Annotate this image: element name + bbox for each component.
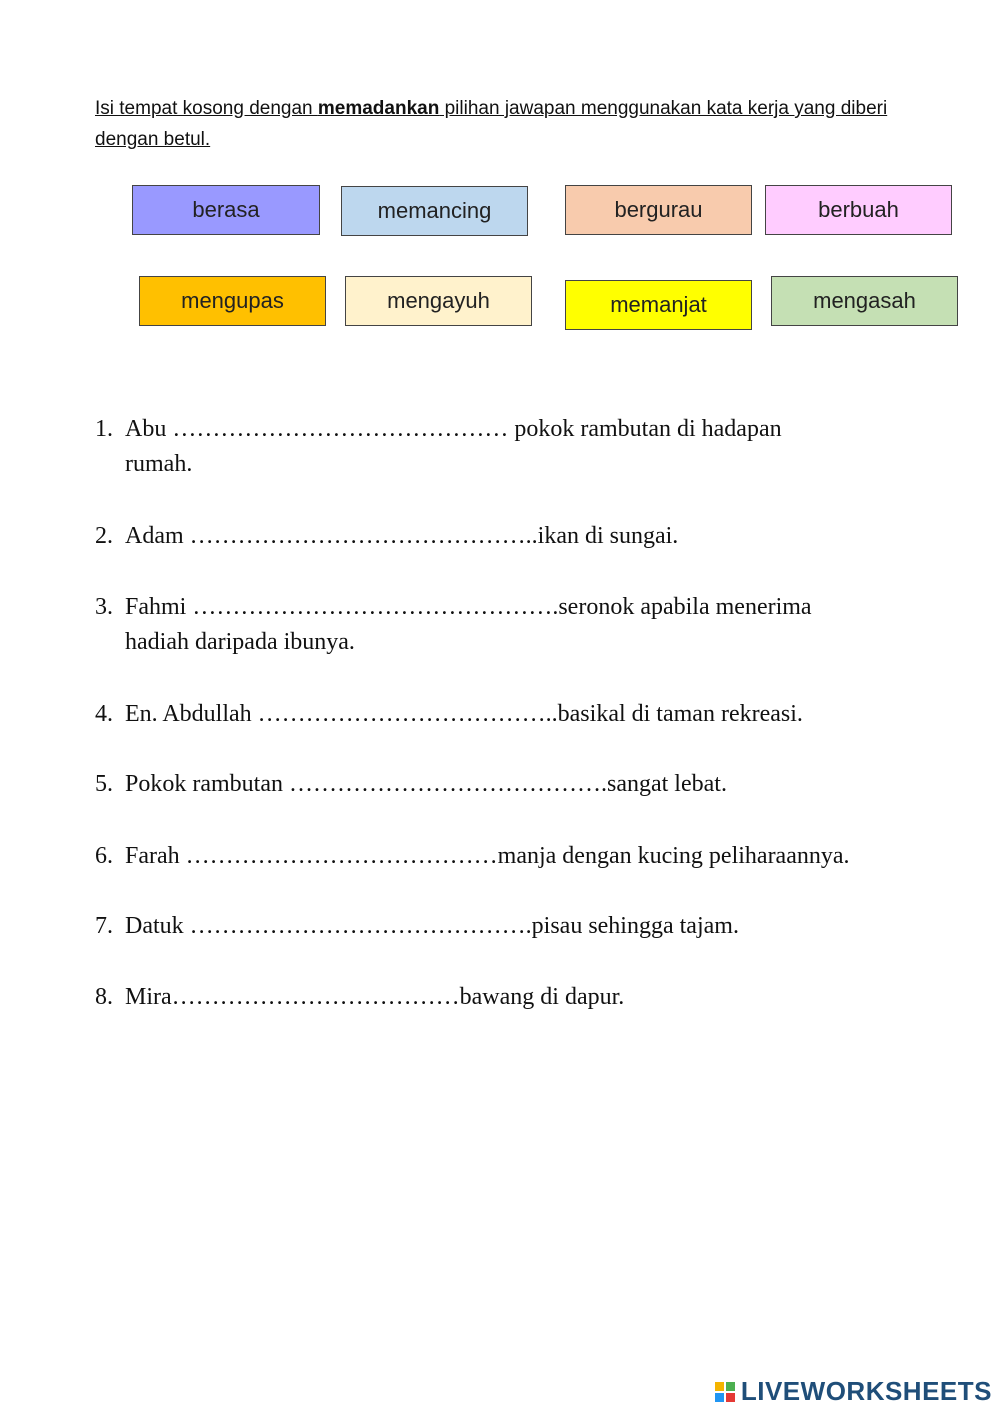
word-label: memanjat (610, 292, 707, 317)
question-post: basikal di taman rekreasi. (557, 701, 803, 727)
question-number: 5. (95, 771, 113, 797)
instruction-bold: memadankan (317, 98, 440, 119)
instruction-before: Isi tempat kosong dengan (95, 98, 318, 119)
question-number: 8. (95, 984, 113, 1010)
question-5 (95, 767, 727, 802)
question-post: pisau sehingga tajam. (531, 913, 739, 939)
question-pre: Datuk (125, 913, 190, 939)
word-label: mengasah (813, 288, 916, 313)
question-number: 7. (95, 913, 113, 939)
word-memanjat[interactable] (565, 280, 752, 330)
logo-square (715, 1382, 724, 1391)
question-pre: En. Abdullah (125, 701, 258, 727)
word-label: berbuah (818, 197, 899, 222)
liveworksheets-logo (715, 1376, 992, 1407)
question-number: 1. (95, 416, 113, 442)
question-1 (95, 412, 782, 482)
word-bergurau[interactable] (565, 185, 752, 235)
word-label: bergurau (614, 197, 703, 222)
instruction (95, 93, 955, 155)
answer-blank[interactable]: …………………………………….. (189, 523, 538, 549)
word-label: memancing (377, 198, 492, 223)
word-label: mengayuh (387, 288, 490, 313)
answer-blank[interactable]: ……………………………….. (257, 701, 558, 727)
question-number: 6. (95, 843, 113, 869)
question-number: 4. (95, 701, 113, 727)
question-8 (95, 980, 624, 1015)
word-label: berasa (192, 197, 260, 222)
question-2 (95, 519, 678, 554)
question-post: pokok rambutan di hadapan (508, 416, 782, 442)
question-3 (95, 590, 812, 660)
answer-blank[interactable]: …………………………………… (172, 416, 509, 442)
logo-square (715, 1393, 724, 1402)
word-mengasah[interactable] (771, 276, 958, 326)
logo-square (726, 1382, 735, 1391)
question-pre: Fahmi (125, 594, 193, 620)
word-mengayuh[interactable] (345, 276, 532, 326)
logo-mark-icon (715, 1382, 735, 1402)
answer-blank[interactable]: ………………………………… (185, 843, 498, 869)
word-berasa[interactable] (132, 185, 320, 235)
question-line2: rumah. (125, 451, 193, 477)
question-number: 2. (95, 523, 113, 549)
question-post: bawang di dapur. (459, 984, 625, 1010)
answer-blank[interactable]: …………………………………. (288, 771, 607, 797)
question-line2: hadiah daripada ibunya. (125, 629, 355, 655)
question-post: seronok apabila menerima (558, 594, 812, 620)
question-post: ikan di sungai. (537, 523, 679, 549)
word-berbuah[interactable] (765, 185, 952, 235)
answer-blank[interactable]: ……………………………………. (189, 913, 532, 939)
question-pre: Abu (125, 416, 173, 442)
answer-blank[interactable]: ………………………………………. (192, 594, 559, 620)
answer-blank[interactable]: ……………………………… (171, 984, 460, 1010)
question-pre: Adam (125, 523, 190, 549)
question-number: 3. (95, 594, 113, 620)
question-6 (95, 839, 850, 874)
question-pre: Mira (125, 984, 172, 1010)
word-memancing[interactable] (341, 186, 528, 236)
word-label: mengupas (181, 288, 284, 313)
logo-square (726, 1393, 735, 1402)
question-post: manja dengan kucing peliharaannya. (497, 843, 850, 869)
word-mengupas[interactable] (139, 276, 326, 326)
logo-text: LIVEWORKSHEETS (740, 1376, 992, 1406)
question-pre: Farah (125, 843, 186, 869)
instruction-after: pilihan jawapan menggunakan kata kerja yang diberi dengan betul. (95, 98, 888, 150)
question-4 (95, 697, 803, 732)
question-pre: Pokok rambutan (125, 771, 289, 797)
question-post: sangat lebat. (606, 771, 727, 797)
question-7 (95, 909, 739, 944)
